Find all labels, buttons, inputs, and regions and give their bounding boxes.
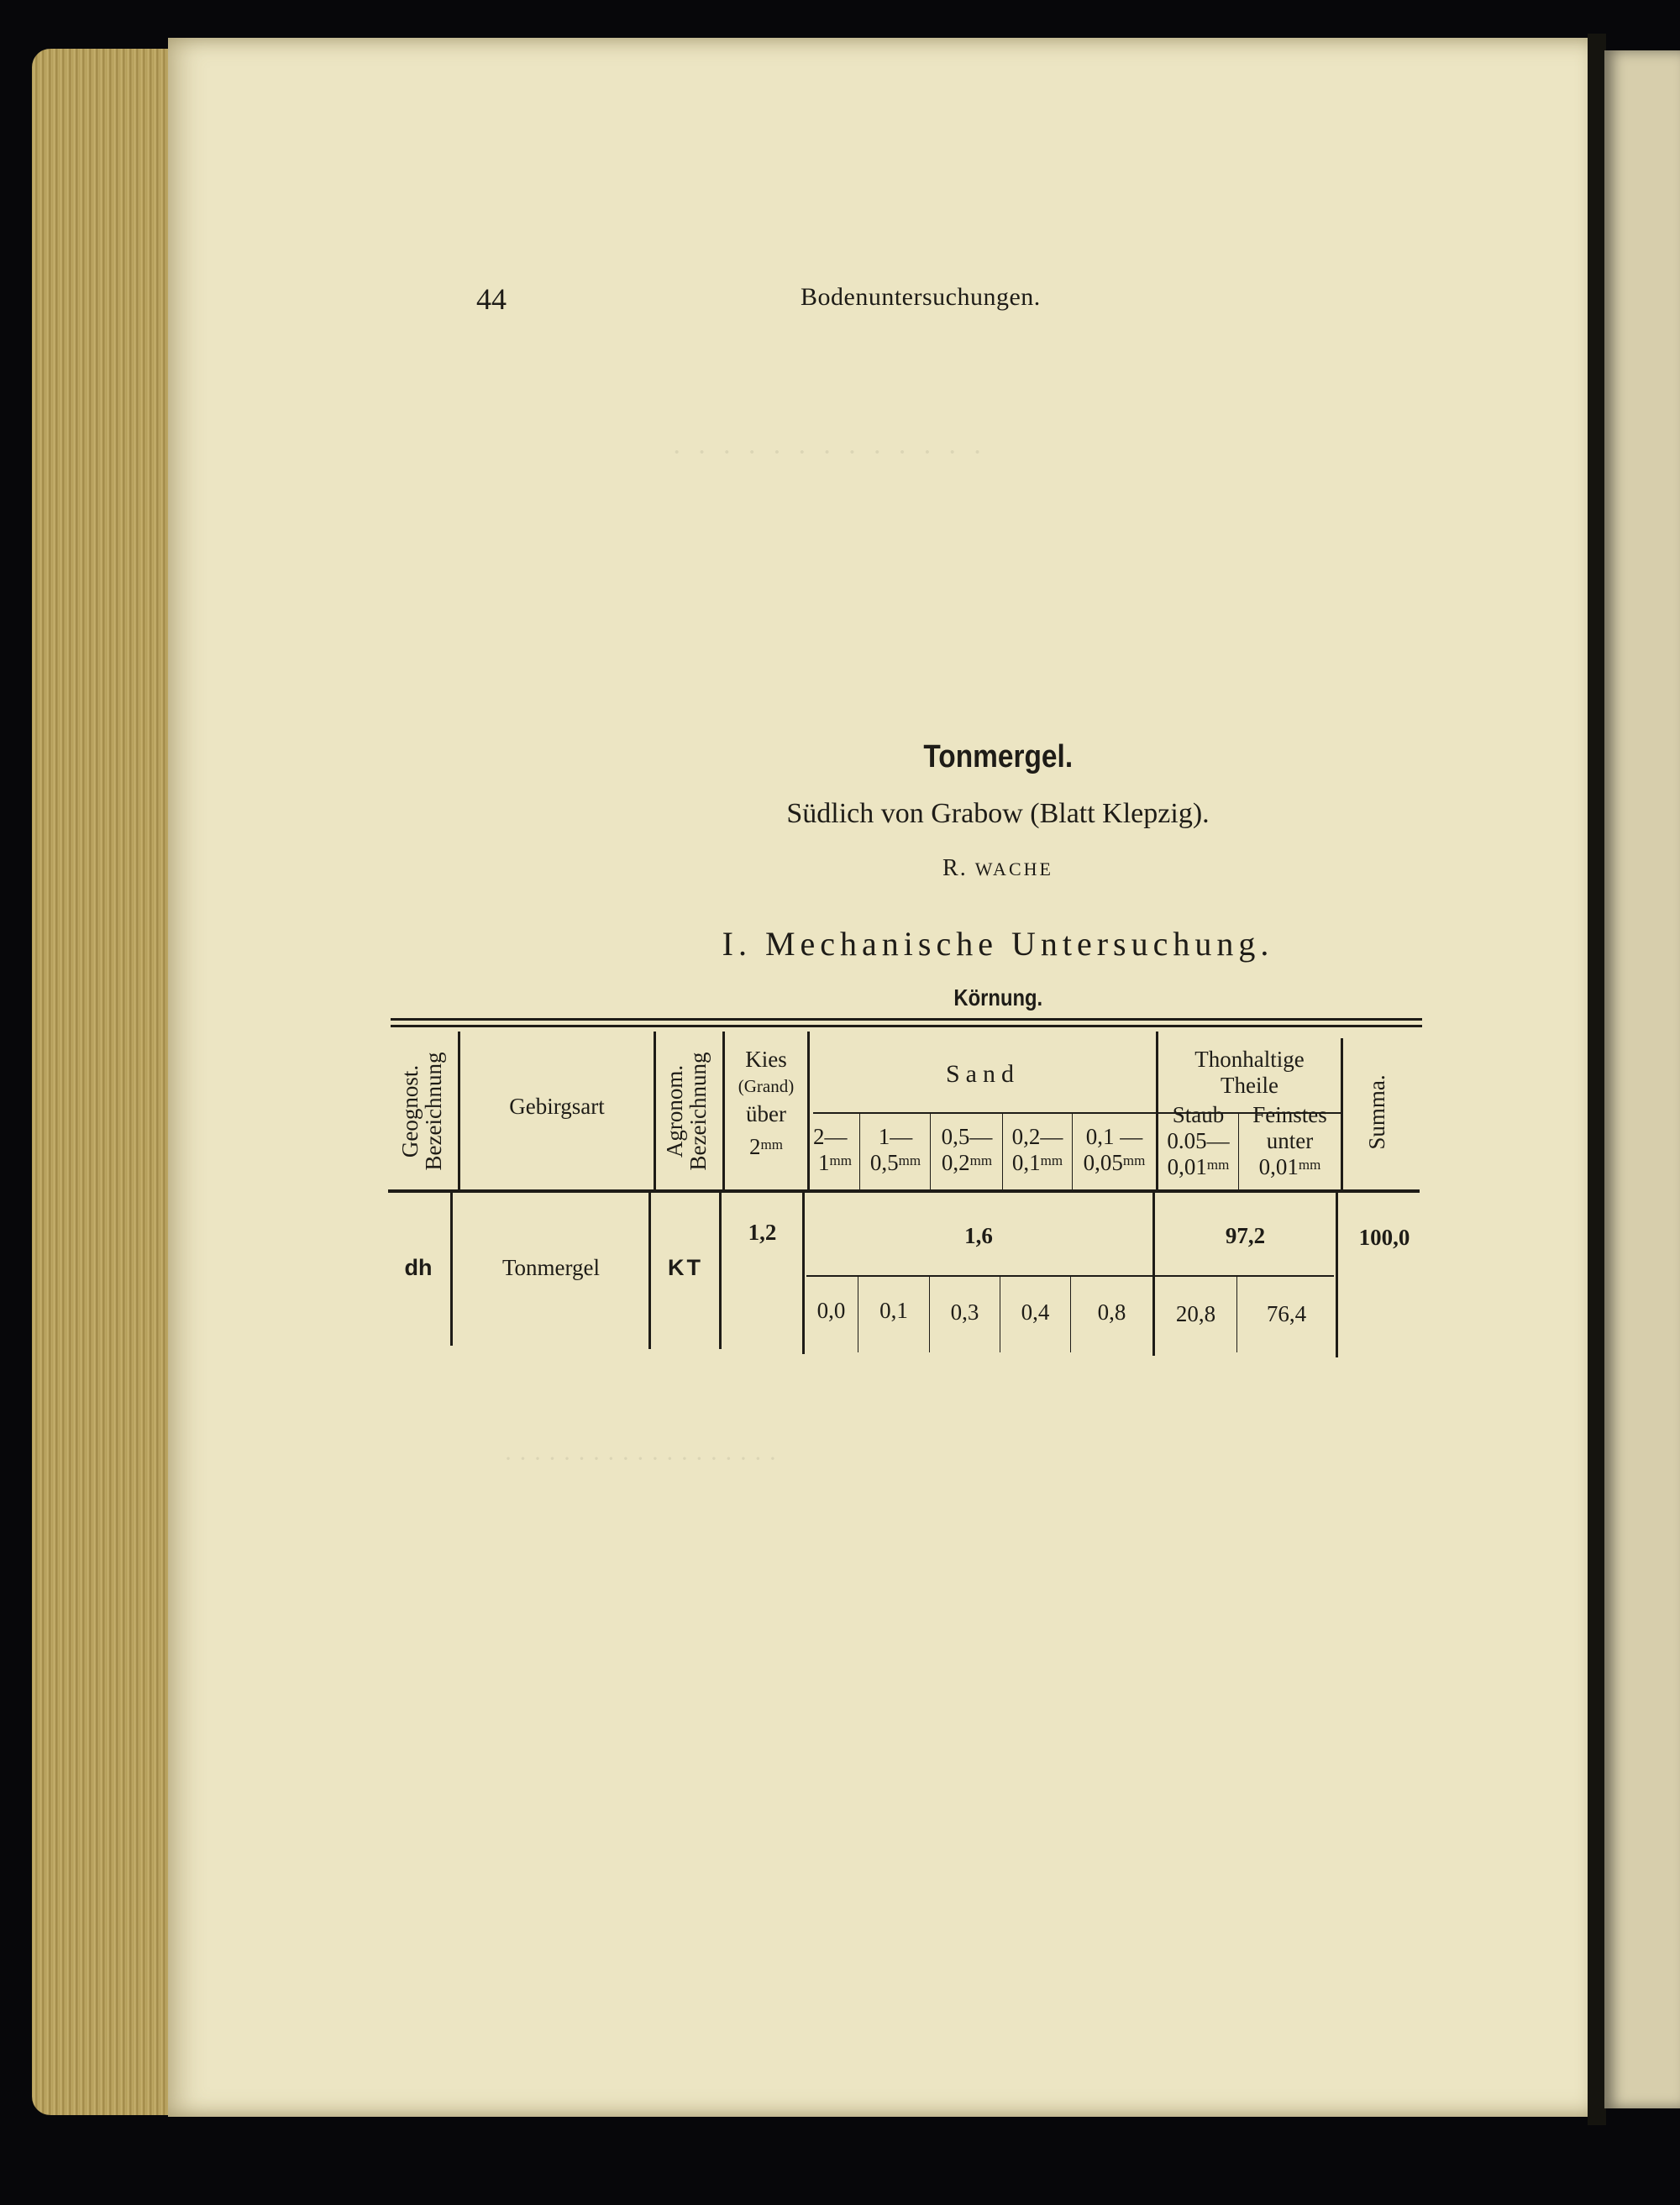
header-sand-05-02: 0,5— $0,2^{mm}$ <box>941 1124 993 1176</box>
cell-feinstes: 76,4 <box>1266 1301 1307 1326</box>
bleed-through-text: · · · · · · · · · · · · · <box>672 437 987 468</box>
column-divider <box>450 1193 453 1346</box>
header-sand-2-1: 2— $1^{mm}$ <box>813 1124 852 1176</box>
sample-location: Südlich von Grabow (Blatt Klepzig). <box>786 798 1210 829</box>
column-divider <box>648 1193 651 1349</box>
sample-title: Tonmergel. <box>923 739 1074 774</box>
header-feinstes: Feinstes unter $0,01^{mm}$ <box>1252 1102 1327 1180</box>
page-number: 44 <box>476 282 507 316</box>
column-divider <box>719 1193 722 1349</box>
column-divider <box>1341 1038 1343 1189</box>
section-heading: I. Mechanische Untersuchung. <box>722 925 1274 963</box>
running-head: Bodenuntersuchungen. <box>801 283 1041 311</box>
header-sand: Sand <box>946 1060 1020 1088</box>
header-sand-1-05: 1— $0,5^{mm}$ <box>869 1124 921 1176</box>
cell-sand-02-01: 0,4 <box>1021 1299 1050 1325</box>
header-agronom: Agronom. Bezeichnung <box>662 1052 711 1171</box>
header-gebirgsart: Gebirgsart <box>509 1094 605 1119</box>
cell-sand-01-005: 0,8 <box>1097 1299 1126 1325</box>
cell-kies: 1,2 <box>748 1220 777 1245</box>
table-rule-top <box>391 1018 1422 1021</box>
cell-sand-total: 1,6 <box>964 1223 993 1248</box>
cell-sand-1-05: 0,1 <box>879 1298 908 1323</box>
header-sand-02-01: 0,2— $0,1^{mm}$ <box>1011 1124 1063 1176</box>
header-summa: Summa. <box>1364 1074 1389 1150</box>
column-divider <box>802 1193 805 1354</box>
cell-sand-2-1: 0,0 <box>816 1298 846 1323</box>
header-separator-rule <box>388 1189 1420 1193</box>
header-staub: Staub 0.05— $0,01^{mm}$ <box>1167 1102 1230 1180</box>
thon-total-rule <box>1152 1275 1334 1277</box>
cell-gebirgsart: Tonmergel <box>501 1255 601 1280</box>
header-geognost: Geognost. Bezeichnung <box>397 1052 447 1171</box>
analyst-name: R. WACHE <box>942 855 1053 881</box>
cell-geognost: dh <box>404 1255 433 1280</box>
cell-thon-total: 97,2 <box>1225 1223 1266 1248</box>
header-thonhaltige-theile: Thonhaltige Theile <box>1194 1047 1305 1099</box>
cell-summa: 100,0 <box>1358 1225 1410 1250</box>
cell-sand-05-02: 0,3 <box>950 1299 979 1325</box>
column-divider <box>654 1032 656 1189</box>
column-divider <box>1152 1193 1155 1356</box>
column-divider <box>1336 1193 1338 1357</box>
table-rule-top <box>391 1025 1422 1027</box>
header-sand-01-005: 0,1 — $0,05^{mm}$ <box>1083 1124 1146 1176</box>
table-caption: Körnung. <box>953 984 1043 1011</box>
sand-subheader-rule <box>813 1112 1156 1114</box>
cell-staub: 20,8 <box>1175 1301 1216 1326</box>
facing-page-edge <box>1604 50 1680 2108</box>
header-kies: Kies (Grand) über $2^{mm}$ <box>738 1047 795 1160</box>
cell-agronom: KT <box>668 1255 703 1280</box>
bleed-through-text: · · · · · · · · · · · · · · · · · · · <box>504 1445 777 1473</box>
book-gutter <box>1588 34 1606 2125</box>
